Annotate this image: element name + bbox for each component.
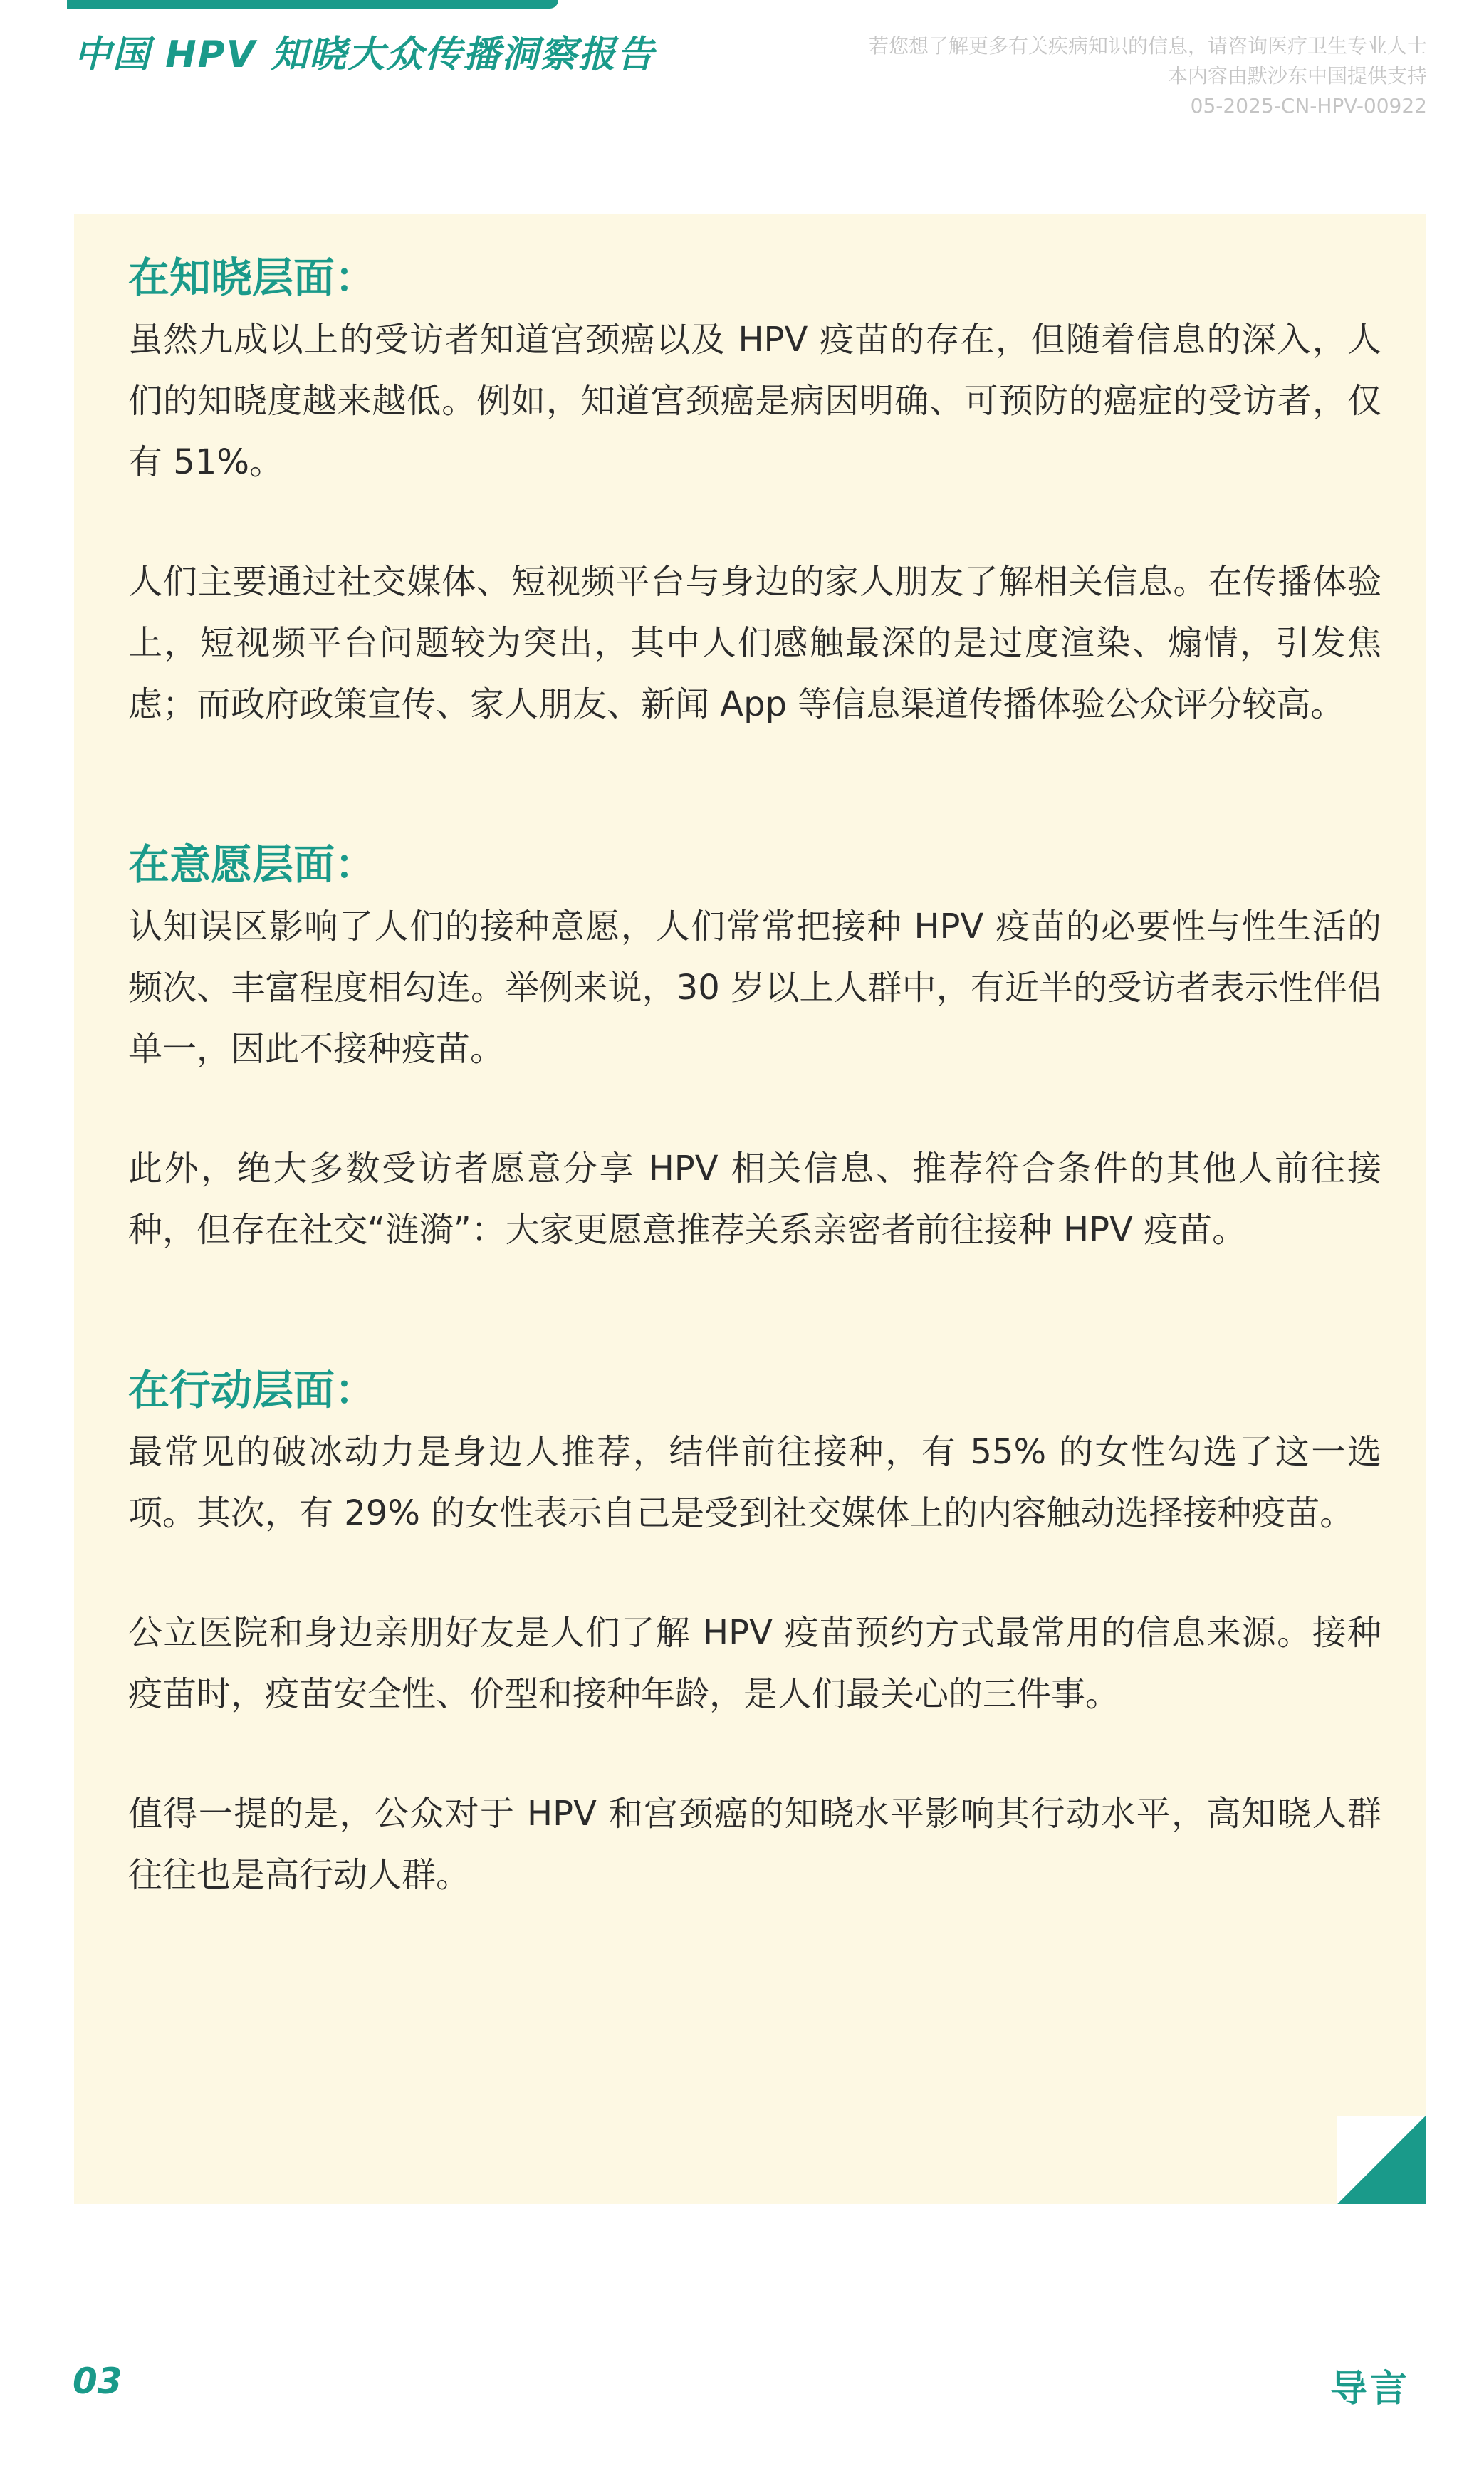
disclaimer-line: 05-2025-CN-HPV-00922 [1190, 94, 1427, 117]
paragraph: 认知误区影响了人们的接种意愿，人们常常把接种 HPV 疫苗的必要性与性生活的频次、丰富程度相勾连。举例来说，30 岁以上人群中，有近半的受访者表示性伴侣单一，因此不接种疫苗。 [128, 907, 1381, 1069]
page-number: 03 [73, 2361, 122, 2402]
paragraph: 最常见的破冰动力是身边人推荐，结伴前往接种，有 55% 的女性勾选了这一选项。其次，有 29% 的女性表示自己是受到社交媒体上的内容触动选择接种疫苗。 [128, 1432, 1381, 1533]
paragraph: 虽然九成以上的受访者知道宫颈癌以及 HPV 疫苗的存在，但随着信息的深入，人们的知晓度越来越低。例如，知道宫颈癌是病因明确、可预防的癌症的受访者，仅有 51%。 [128, 320, 1381, 482]
content-card [74, 214, 1426, 2204]
report-title: 中国 HPV 知晓大众传播洞察报告 [74, 33, 656, 76]
section-heading: 在意愿层面： [128, 840, 377, 889]
disclaimer-line: 若您想了解更多有关疾病知识的信息，请咨询医疗卫生专业人士 [868, 34, 1427, 58]
paragraph: 人们主要通过社交媒体、短视频平台与身边的家人朋友了解相关信息。在传播体验上，短视频平台问题较为突出，其中人们感触最深的是过度渲染、煽情，引发焦虑；而政府政策宣传、家人朋友、新闻 App 等信息渠道传播体验公众评分较高。 [128, 562, 1381, 724]
section-heading: 在行动层面： [128, 1366, 377, 1414]
content-body [128, 249, 1381, 1906]
disclaimer [869, 31, 1427, 121]
header-accent-bar [67, 0, 558, 9]
paragraph: 公立医院和身边亲朋好友是人们了解 HPV 疫苗预约方式最常用的信息来源。接种疫苗时，疫苗安全性、价型和接种年龄，是人们最关心的三件事。 [128, 1613, 1381, 1714]
section-heading: 在知晓层面： [128, 254, 377, 302]
corner-triangle-decoration [1337, 2116, 1426, 2204]
paragraph: 此外，绝大多数受访者愿意分享 HPV 相关信息、推荐符合条件的其他人前往接种，但存在社交“涟漪”：大家更愿意推荐关系亲密者前往接种 HPV 疫苗。 [128, 1149, 1381, 1250]
section-willingness [128, 836, 1381, 1260]
section-awareness [128, 249, 1381, 735]
disclaimer-line: 本内容由默沙东中国提供支持 [1167, 64, 1427, 88]
section-action [128, 1362, 1381, 1906]
footer-section-label: 导言 [1329, 2368, 1410, 2411]
paragraph: 值得一提的是，公众对于 HPV 和宫颈癌的知晓水平影响其行动水平，高知晓人群往往也是高行动人群。 [128, 1794, 1381, 1895]
